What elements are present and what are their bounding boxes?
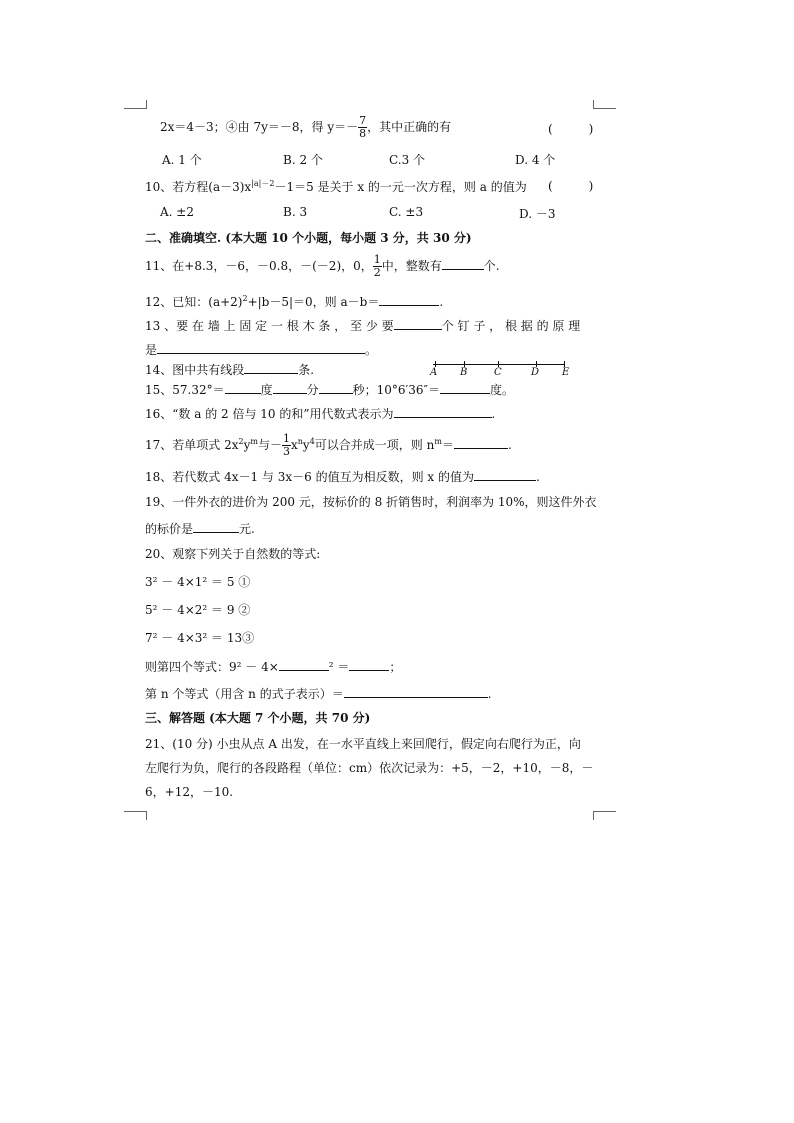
q11-line: 11、在+8.3，－6，－0.8，－(－2)，0， $\frac{1}{2}$ 中，整数有 个. xyxy=(145,253,500,279)
q12-line: 12、已知：$(a+2)^2+|b-5|=0$，则 a－b＝ . xyxy=(145,294,444,309)
q21-line-3: 6，+12，－10. xyxy=(145,785,234,799)
q14-segment-line xyxy=(433,364,565,365)
q13-line-1: 13 、要 在 墙 上 固 定 一 根 木 条 ， 至 少 要 个 钉 子 ， 根 据 的 原 理 xyxy=(145,319,581,333)
q15-line: 15、57.32°＝ 度 分 秒；10°6′36″＝ 度。 xyxy=(145,383,515,397)
q19-line-1: 19、一件外衣的进价为 200 元，按标价的 8 折销售时，利润率为 10%，则这件外衣 xyxy=(145,495,597,509)
q17-line: 17、若单项式 $2x^2y^m$与－ $\frac{1}{3}$ $x^ny^4$可以合并成一项，则 $n^m=$ . xyxy=(145,432,512,458)
q16-line: 16、“数 a 的 2 倍与 10 的和”用代数式表示为 . xyxy=(145,407,496,421)
q14-point-a: A xyxy=(430,367,438,378)
q20-fourth-equation: 则第四个等式：9² － 4× ² ＝ ； xyxy=(145,660,402,674)
q13-blank-1[interactable] xyxy=(394,318,442,330)
q11-blank[interactable] xyxy=(442,258,484,270)
q9-tail: ，其中正确的有 xyxy=(367,120,452,134)
q18-blank[interactable] xyxy=(474,469,536,481)
q10-option-b[interactable]: B. 3 xyxy=(283,205,308,219)
q9-fraction: $\frac{7}{8}$ xyxy=(359,114,367,140)
q9-option-d[interactable]: D. 4 个 xyxy=(515,153,556,167)
q20-equation-1: 3² － 4×1² ＝ 5 ① xyxy=(145,575,251,589)
q13-blank-2[interactable] xyxy=(157,342,365,354)
q14-point-c: C xyxy=(494,367,502,378)
q20-equation-3: 7² － 4×3² ＝ 13③ xyxy=(145,631,255,645)
q9-answer-paren[interactable]: ( ) xyxy=(548,122,594,136)
q19-blank[interactable] xyxy=(193,521,239,533)
q20-blank-1[interactable] xyxy=(279,659,329,671)
q14-line: 14、图中共有线段 条. xyxy=(145,363,315,377)
q10-option-a[interactable]: A. ±2 xyxy=(160,205,194,219)
q18-line: 18、若代数式 4x－1 与 3x－6 的值互为相反数，则 x 的值为 . xyxy=(145,470,540,484)
q14-point-e: E xyxy=(562,367,570,378)
q12-blank[interactable] xyxy=(379,294,439,306)
section-2-heading: 二、准确填空. (本大题 10 个小题，每小题 3 分，共 30 分) xyxy=(145,231,472,245)
q9-text: 2x＝4－3；④由 7y＝－8，得 y＝－ xyxy=(160,120,359,134)
q19-line-2: 的标价是 元. xyxy=(145,522,255,536)
q20-equation-2: 5² － 4×2² ＝ 9 ② xyxy=(145,603,251,617)
q15-blank-minute[interactable] xyxy=(273,382,307,394)
crop-mark-top-right xyxy=(593,100,616,109)
q21-line-2: 左爬行为负，爬行的各段路程（单位：cm）依次记录为：+5，－2，+10，－8，－ xyxy=(145,761,594,775)
q21-line-1: 21、(10 分) 小虫从点 A 出发，在一水平直线上来回爬行，假定向右爬行为正，向 xyxy=(145,737,581,751)
q10-answer-paren[interactable]: ( ) xyxy=(548,179,594,193)
q9-option-c[interactable]: C.3 个 xyxy=(389,153,426,167)
q9-line xyxy=(160,115,451,140)
crop-mark-bottom-right xyxy=(593,811,616,820)
q20-title: 20、观察下列关于自然数的等式: xyxy=(145,547,321,561)
q17-fraction: $\frac{1}{3}$ xyxy=(282,432,290,458)
q14-point-d: D xyxy=(531,367,540,378)
q20-blank-2[interactable] xyxy=(349,659,389,671)
q20-blank-3[interactable] xyxy=(344,686,488,698)
crop-mark-top-left xyxy=(124,100,147,109)
q16-blank[interactable] xyxy=(394,406,492,418)
q15-blank-degree-2[interactable] xyxy=(440,382,490,394)
q13-line-2: 是 。 xyxy=(145,343,378,357)
q10-line: 10、若方程$(a-3)x^{|a|-2}-1=5$ 是关于 x 的一元一次方程，则 a 的值为 xyxy=(145,179,527,194)
q17-blank[interactable] xyxy=(454,437,508,449)
q9-option-b[interactable]: B. 2 个 xyxy=(283,153,323,167)
crop-mark-bottom-left xyxy=(124,811,147,820)
q15-blank-degree[interactable] xyxy=(225,382,261,394)
q10-option-d[interactable]: D. －3 xyxy=(519,207,556,221)
section-3-heading: 三、解答题 (本大题 7 个小题，共 70 分) xyxy=(145,711,371,725)
q10-option-c[interactable]: C. ±3 xyxy=(389,205,424,219)
q11-fraction: $\frac{1}{2}$ xyxy=(373,253,381,279)
q14-blank[interactable] xyxy=(244,362,298,374)
q9-option-a[interactable]: A. 1 个 xyxy=(162,153,202,167)
q15-blank-second[interactable] xyxy=(319,382,353,394)
q20-nth-equation: 第 n 个等式（用含 n 的式子表示）＝ . xyxy=(145,687,492,701)
q14-point-b: B xyxy=(460,367,468,378)
